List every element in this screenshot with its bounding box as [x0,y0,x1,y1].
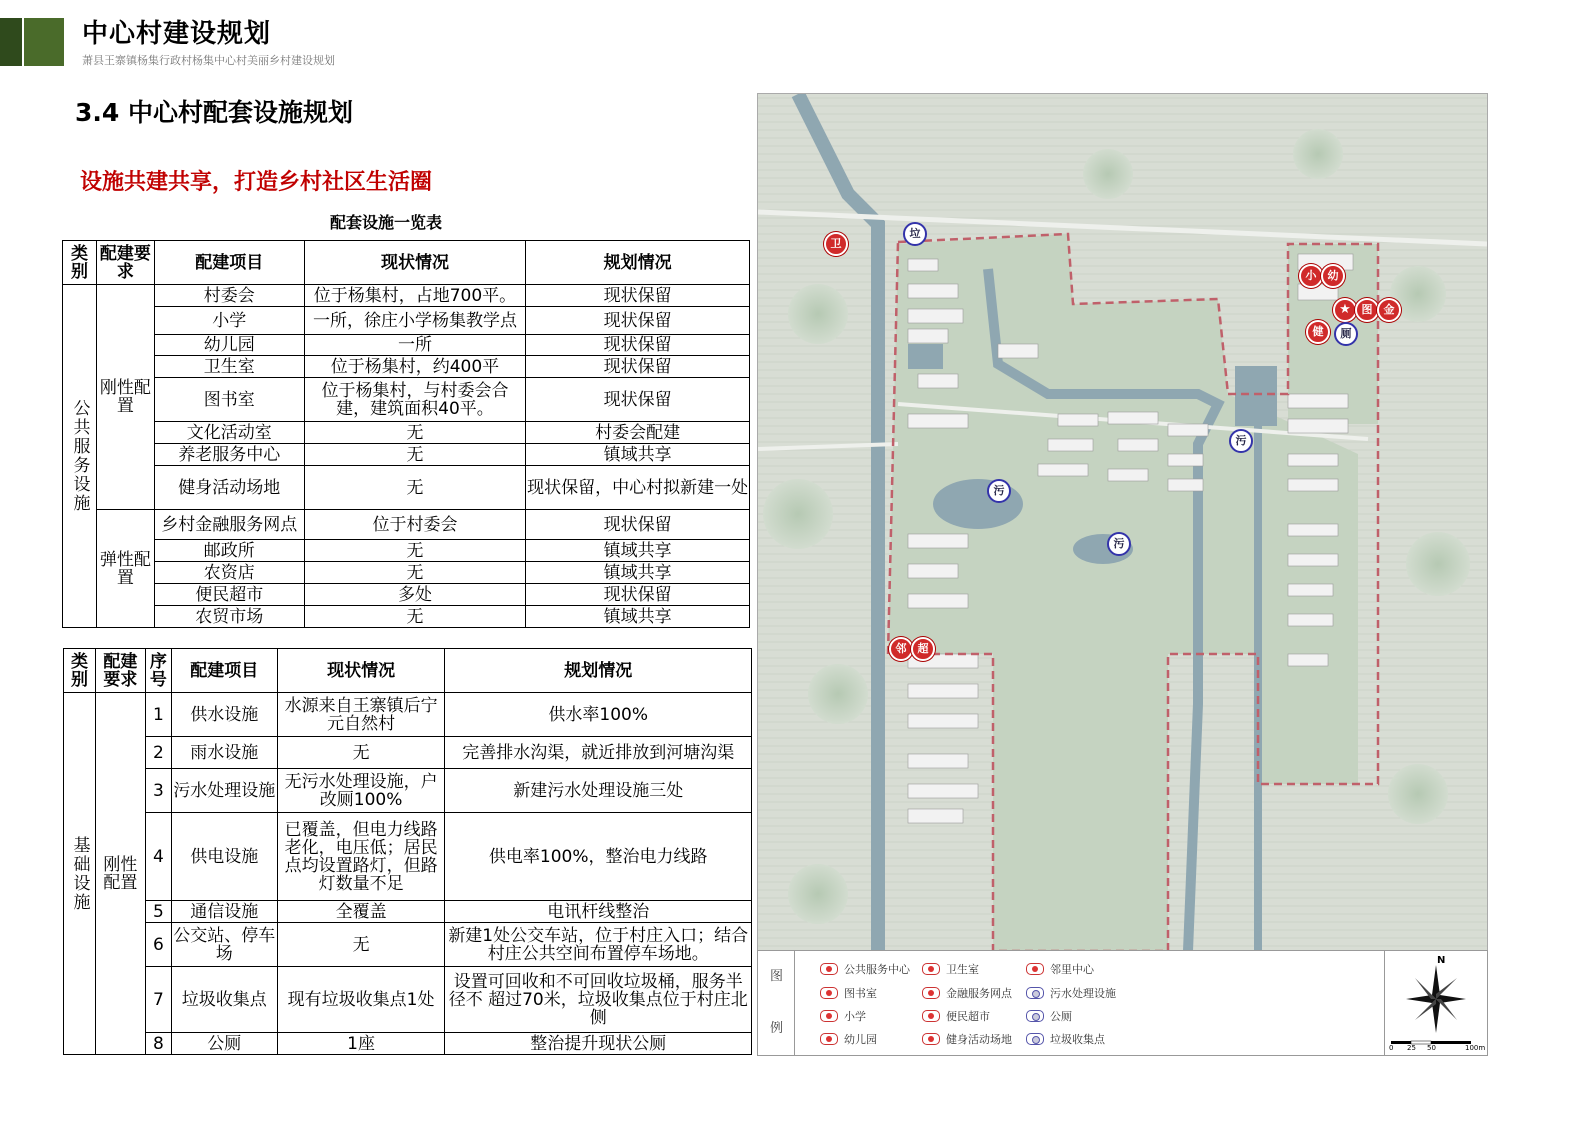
table-cell: 雨水设施 [171,737,277,769]
infrastructure-table [63,648,752,1055]
table-cell: 乡村金融服务网点 [154,510,304,540]
table-cell: 4 [145,813,171,901]
th-requirement: 配建要求 [96,241,154,285]
table-cell: 全覆盖 [277,901,445,923]
public-service-table [62,240,750,628]
table-cell: 农贸市场 [154,606,304,628]
table-cell: 多处 [304,584,526,606]
table-cell: 无 [277,923,445,967]
header-bar-dark [0,18,22,66]
table-cell: 新建1处公交车站，位于村庄入口；结合村庄公共空间布置停车场地。 [445,923,752,967]
table-cell: 卫生室 [154,356,304,378]
public-toilet-marker[interactable]: 厕 [1334,322,1358,346]
table-cell: 公厕 [171,1033,277,1055]
legend-item [820,1008,866,1024]
legend-label: 小学 [844,1010,866,1023]
legend-item [820,1031,877,1047]
legend-label: 垃圾收集点 [1050,1033,1105,1046]
table-cell: 邮政所 [154,540,304,562]
table-cell: 无 [304,444,526,466]
legend-marker-icon [820,1033,838,1045]
section-title: 3.4 中心村配套设施规划 [75,98,353,127]
legend-label: 金融服务网点 [946,987,1012,1000]
clinic-marker[interactable]: 卫 [824,232,848,256]
table-cell: 5 [145,901,171,923]
table-cell: 养老服务中心 [154,444,304,466]
table-cell: 便民超市 [154,584,304,606]
north-arrow-scale [1384,951,1487,1055]
table-cell: 图书室 [154,378,304,422]
slogan: 设施共建共享，打造乡村社区生活圈 [80,170,433,195]
table-cell: 通信设施 [171,901,277,923]
group-cell [96,510,154,628]
legend-title-b: 例 [770,1021,784,1036]
table-cell: 位于村委会 [304,510,526,540]
table-cell: 现状保留 [526,285,750,307]
table-cell: 已覆盖，但电力线路老化，电压低；居民点均设置路灯，但路灯数量不足 [277,813,445,901]
legend-marker-icon [1026,1010,1044,1022]
legend-marker-icon [1026,963,1044,975]
th-requirement: 配建要求 [95,649,145,693]
table-cell: 新建污水处理设施三处 [445,769,752,813]
compass-rose-icon [1385,951,1487,1055]
table-cell: 镇域共享 [526,562,750,584]
scale-label: 50 [1427,1044,1436,1052]
group-cell [95,693,145,1055]
legend-label: 公厕 [1050,1010,1072,1023]
village-plan-map[interactable] [757,93,1488,952]
category-cell [63,285,97,628]
scale-label: 100m [1465,1044,1486,1052]
th-category: 类别 [64,649,96,693]
table-cell: 现状保留 [526,335,750,356]
table-cell: 供电设施 [171,813,277,901]
th-item: 配建项目 [154,241,304,285]
legend-item [922,985,1012,1001]
table-cell: 供电率100%，整治电力线路 [445,813,752,901]
legend-label: 图书室 [844,987,877,1000]
kindergarten-marker[interactable]: 幼 [1321,264,1345,288]
table-cell: 无 [304,466,526,510]
group-label: 刚性配置 [103,854,138,893]
legend-title-column [758,951,795,1055]
primary-school-marker[interactable]: 小 [1299,264,1323,288]
th-plan: 规划情况 [526,241,750,285]
legend-item [1026,1008,1072,1024]
supermarket-marker[interactable]: 超 [911,637,935,661]
table-cell: 一所，徐庄小学杨集教学点 [304,307,526,335]
table-cell: 1座 [277,1033,445,1055]
map-legend [757,950,1488,1056]
legend-marker-icon [1026,1033,1044,1045]
legend-item [922,1031,1012,1047]
table-cell: 3 [145,769,171,813]
legend-label: 健身活动场地 [946,1033,1012,1046]
legend-item [1026,985,1116,1001]
table-cell: 现状保留 [526,378,750,422]
pond [1235,366,1277,426]
th-current: 现状情况 [277,649,445,693]
public-service-center-icon[interactable]: ★ [1333,298,1357,322]
table-cell: 镇域共享 [526,540,750,562]
table-cell: 供水设施 [171,693,277,737]
page-subtitle: 萧县王寨镇杨集行政村杨集中心村美丽乡村建设规划 [82,54,335,67]
legend-item [922,1008,990,1024]
table-cell: 7 [145,967,171,1033]
table-cell: 8 [145,1033,171,1055]
table-cell: 位于杨集村，与村委会合建，建筑面积40平。 [304,378,526,422]
scale-label: 25 [1407,1044,1416,1052]
legend-label: 便民超市 [946,1010,990,1023]
table-cell: 现状保留 [526,510,750,540]
legend-title-a: 图 [770,969,784,984]
table-cell: 镇域共享 [526,444,750,466]
table-cell: 无污水处理设施，户改厕100% [277,769,445,813]
legend-marker-icon [820,1010,838,1022]
table-cell: 一所 [304,335,526,356]
header-bar-green [24,18,64,66]
table-cell: 现有垃圾收集点1处 [277,967,445,1033]
table-cell: 无 [304,540,526,562]
table-cell: 设置可回收和不可回收垃圾桶，服务半径不 超过70米，垃圾收集点位于村庄北侧 [445,967,752,1033]
map-drawing [758,94,1487,951]
table-cell: 电讯杆线整治 [445,901,752,923]
legend-item [1026,961,1094,977]
category-label: 公共服务设施 [69,399,90,513]
table-cell: 水源来自王寨镇后宁元自然村 [277,693,445,737]
group-label: 刚性配置 [99,378,151,416]
legend-label: 污水处理设施 [1050,987,1116,1000]
sewage-facility-marker[interactable]: 污 [1107,532,1131,556]
table-cell: 村委会配建 [526,422,750,444]
th-current: 现状情况 [304,241,526,285]
table-cell: 农资店 [154,562,304,584]
category-label: 基础设施 [69,835,90,912]
legend-label: 卫生室 [946,963,979,976]
legend-marker-icon [1026,987,1044,999]
neighborhood-center-marker[interactable]: 邻 [889,637,913,661]
table-cell: 供水率100% [445,693,752,737]
table-cell: 无 [277,737,445,769]
table-cell: 位于杨集村，约400平 [304,356,526,378]
th-item: 配建项目 [171,649,277,693]
table-cell: 1 [145,693,171,737]
legend-item [820,961,910,977]
table-cell: 现状保留 [526,584,750,606]
sewage-facility-marker[interactable]: 污 [1229,429,1253,453]
legend-marker-icon [922,987,940,999]
table-cell: 无 [304,606,526,628]
garbage-point-marker[interactable]: 垃 [903,222,927,246]
legend-label: 公共服务中心 [844,963,910,976]
table-cell: 整治提升现状公厕 [445,1033,752,1055]
group-label: 弹性配置 [99,549,151,588]
legend-label: 幼儿园 [844,1033,877,1046]
sewage-facility-marker[interactable]: 污 [987,479,1011,503]
fitness-area-marker[interactable]: 健 [1306,320,1330,344]
legend-item [922,961,979,977]
table-cell: 现状保留，中心村拟新建一处 [526,466,750,510]
th-category: 类别 [63,241,97,285]
category-cell [64,693,96,1055]
legend-marker-icon [922,1033,940,1045]
table-cell: 无 [304,422,526,444]
table-cell: 6 [145,923,171,967]
legend-label: 邻里中心 [1050,963,1094,976]
scale-label: 0 [1389,1044,1394,1052]
group-cell [96,285,154,510]
legend-marker-icon [820,963,838,975]
table-cell: 健身活动场地 [154,466,304,510]
table-cell: 镇域共享 [526,606,750,628]
finance-point-marker[interactable]: 金 [1377,298,1401,322]
table-cell: 无 [304,562,526,584]
page-title: 中心村建设规划 [82,19,272,49]
table-cell: 2 [145,737,171,769]
table-cell: 村委会 [154,285,304,307]
legend-marker-icon [922,1010,940,1022]
table-caption: 配套设施一览表 [330,213,443,232]
table-cell: 完善排水沟渠，就近排放到河塘沟渠 [445,737,752,769]
table-cell: 文化活动室 [154,422,304,444]
pond [908,344,943,369]
table-cell: 小学 [154,307,304,335]
th-plan: 规划情况 [445,649,752,693]
table-cell: 公交站、停车场 [171,923,277,967]
table-cell: 现状保留 [526,356,750,378]
legend-marker-icon [820,987,838,999]
north-label: N [1437,955,1446,966]
table-cell: 垃圾收集点 [171,967,277,1033]
legend-item [1026,1031,1105,1047]
table-cell: 幼儿园 [154,335,304,356]
table-cell: 污水处理设施 [171,769,277,813]
table-cell: 位于杨集村，占地700平。 [304,285,526,307]
legend-item [820,985,877,1001]
th-no: 序号 [145,649,171,693]
library-marker[interactable]: 图 [1355,298,1379,322]
legend-marker-icon [922,963,940,975]
table-cell: 现状保留 [526,307,750,335]
